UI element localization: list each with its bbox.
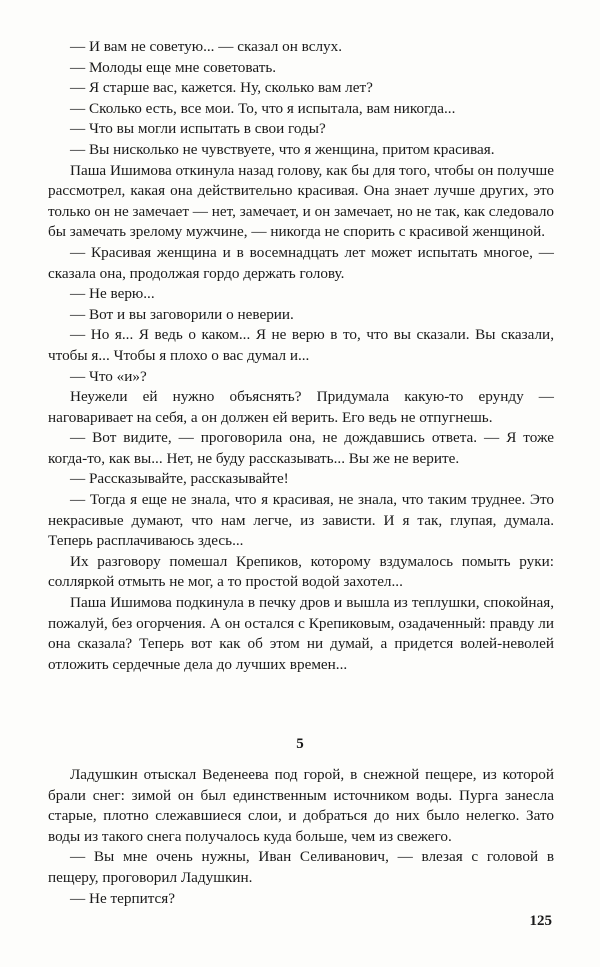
paragraph: — Рассказывайте, рассказывайте! (70, 470, 289, 488)
page-number: 125 (529, 913, 552, 929)
paragraph: Ладушкин отыскал Веденеева под горой, в снежной пещере, из которой брали снег: зимой он был единственным источником воды. Пурга занесла старые, плотно слежавшиеся слои, и добраться до них было нелегко. Зато воды из такого снега получалось куда больше, чем из свежего. (48, 766, 554, 845)
paragraph: — Вы мне очень нужны, Иван Селиванович, — влезая с головой в пещеру, проговорил Ладушкин. (48, 848, 554, 886)
paragraph: — Не верю... (70, 285, 155, 303)
paragraph: Их разговору помешал Крепиков, которому вздумалось помыть руки: солляркой отмыть не мог, а то простой водой захотел... (48, 552, 554, 591)
paragraph: Неужели ей нужно объяснять? Придумала какую-то ерунду — наговаривает на себя, а он должен ей верить. Его ведь не отпугнешь. (48, 388, 554, 426)
paragraph: — Не терпится? (70, 889, 176, 907)
paragraph: — И вам не советую... — сказал он вслух. (70, 38, 343, 55)
paragraph: — Молоды еще мне советовать. (70, 58, 277, 76)
paragraph: Паша Ишимова подкинула в печку дров и вышла из теплушки, спокойная, пожалуй, без огорчения. А он остался с Крепиковым, озадаченный: правду ли она сказала? Теперь вот как об этом ни думай, а придется волей-неволей отложить сердечные дела до лучших времен... (48, 594, 554, 673)
paragraph: — Вот видите, — проговорила она, не дождавшись ответа. — Я тоже когда-то, как вы... Нет, не буду рассказывать... Вы же не верите. (48, 429, 554, 467)
paragraph: — Что вы могли испытать в свои годы? (70, 120, 326, 138)
paragraph: Паша Ишимова откинула назад голову, как бы для того, чтобы он получше рассмотрел, какая она действительно красивая. Она знает лучше других, это только он не замечает — нет, замечает, и он замечает, но не так, как следовало бы замечать зрелому мужчине, — никогда не спорить с красивой женщиной. (48, 161, 554, 241)
paragraph: — Тогда я еще не знала, что я красивая, не знала, что таким труднее. Это некрасивые думают, что нам легче, из зависти. И я так, глупая, думала. Теперь расплачиваюсь здесь... (48, 491, 554, 550)
text-block-bottom (48, 765, 554, 909)
paragraph: — Вы нисколько не чувствуете, что я женщина, притом красивая. (70, 140, 495, 158)
paragraph: — Красивая женщина и в восемнадцать лет может испытать многое, — сказала она, продолжая гордо держать голову. (48, 243, 554, 282)
paragraph: — Что «и»? (70, 367, 147, 385)
chapter-number: 5 (296, 736, 304, 752)
paragraph: — Я старше вас, кажется. Ну, сколько вам лет? (70, 79, 373, 97)
paragraph: — Сколько есть, все мои. То, что я испытала, вам никогда... (70, 99, 456, 117)
paragraph: — Но я... Я ведь о каком... Я не верю в то, что вы сказали. Вы сказали, чтобы я... Чтобы я плохо о вас думал и... (48, 326, 554, 364)
paragraph: — Вот и вы заговорили о неверии. (70, 305, 294, 323)
text-block-top (48, 37, 554, 675)
